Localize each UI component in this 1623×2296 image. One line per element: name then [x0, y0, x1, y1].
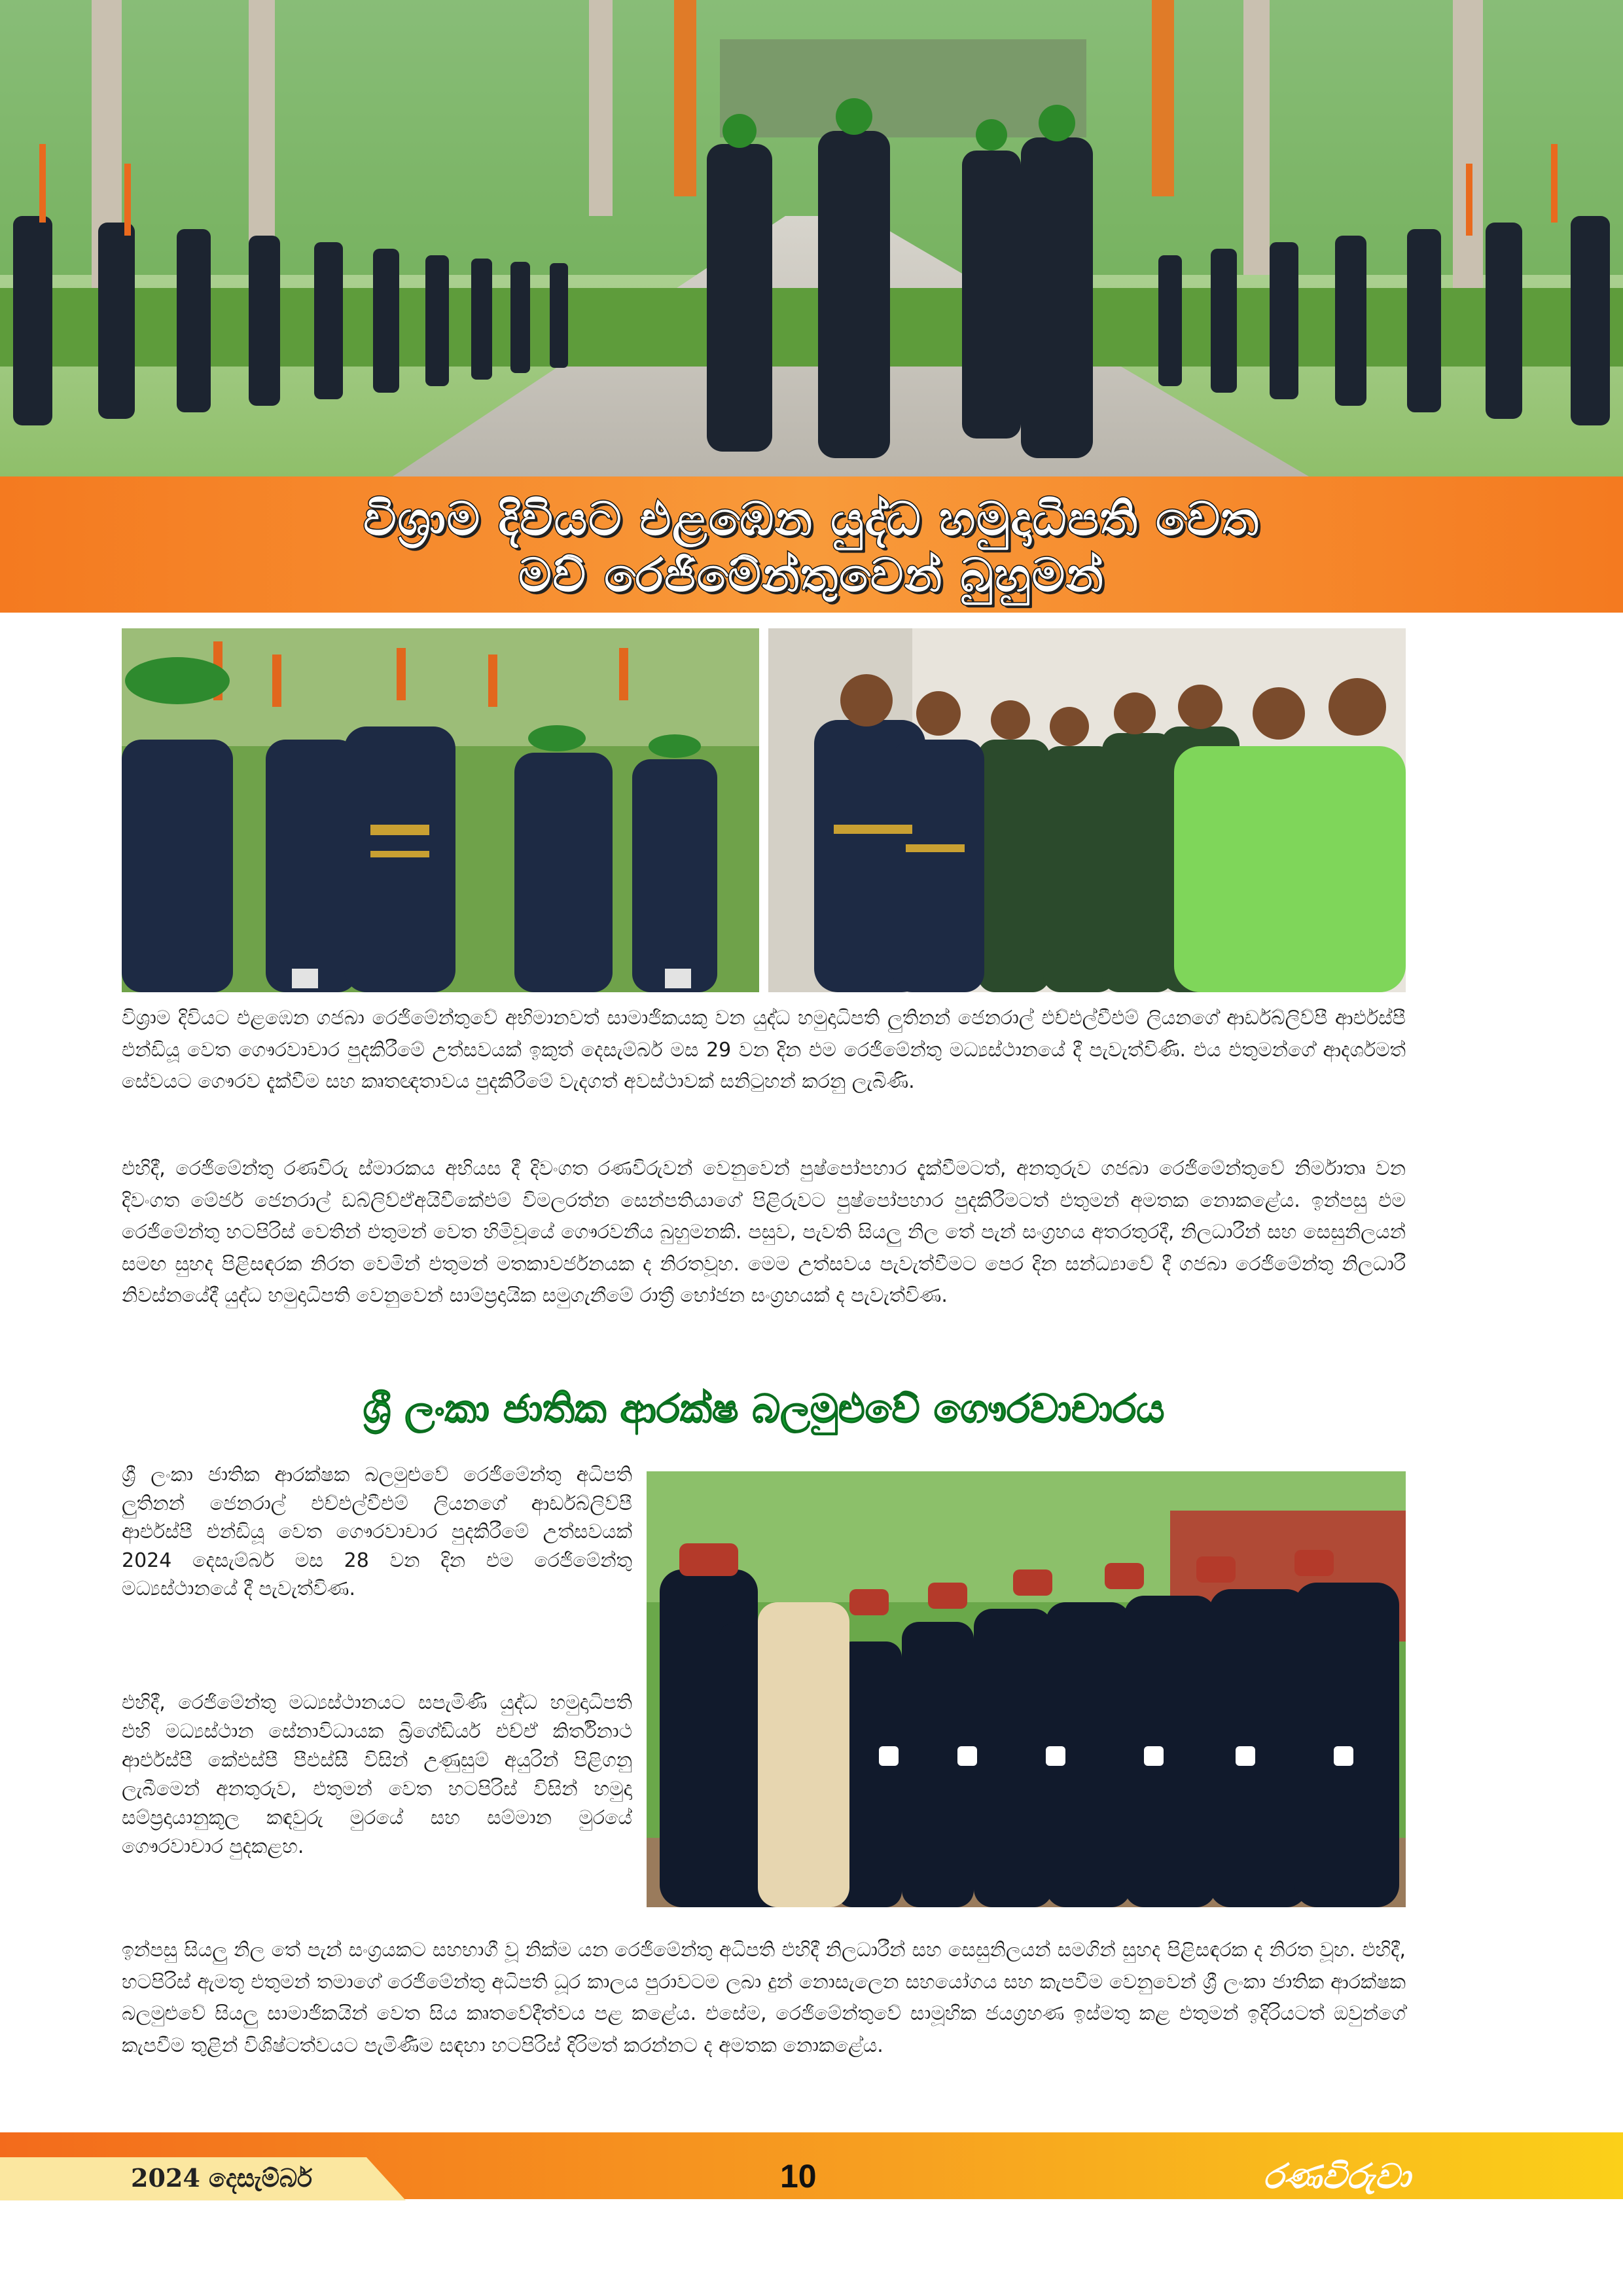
hero-photo: [0, 0, 1623, 476]
headline-line-1: විශ්‍රාම දිවියට එළඹෙන යුද්ධ හමුදාධිපති වෙත: [363, 492, 1260, 546]
section-paragraph-1: ශ්‍රී ලංකා ජාතික ආරක්ෂක බලමුළුවේ රෙජිමේන්තු අධිපති ලුතිනන් ජෙනරාල් එච්එල්වීඑම් ලියනගේ ආර්ඩබ්ලිව්පී ආර්එස්පී එන්ඩියූ වෙත ගෞරවාචාර පුදකිරීමේ උත්සවයක් 2024 දෙසැම්බර් මස 28 වන දින එම රෙජිමේන්තු මධ්‍යස්ථානයේ දී පැවැත්විණ.: [122, 1463, 632, 1600]
article-paragraph-2: එහිදී, රෙජිමේන්තු රණවිරු ස්මාරකය අභියස දී දිවංගත රණවිරුවන් වෙනුවෙන් පුෂ්පෝපහාර දැක්වීමටත්, අනතුරුව ගජබා රෙජිමේන්තුවේ නිර්මාතෘ වන දිවංගත මේජර් ජෙනරාල් ඩබ්ලිව්ඒඅයිවීකේඑම් විමලරත්න සෙන්පතියාගේ පිළිරුවට පුෂ්පෝපහාර පුදකිරීමටත් එතුමන් අමතක නොකළේය. ඉන්පසු එම රෙජිමේන්තු හටපිරිස් වෙතින් එතුමන් වෙත හිමිවූයේ ගෞරවනීය බුහුමනකි. පසුව, පැවති සියලු නිල තේ පැන් සංග්‍රහය අතරතුරදී, නිලධාරීන් සහ සෙසුනිලයන් සමඟ සුහද පිළිසඳරක නිරත වෙමින් එතුමන් මතකාවර්ජනයක ද නිරතවූහ. මෙම උත්සවය පැවැත්වීමට පෙර දින සන්ධ්‍යාවේ දී ගජබා රෙජිමේන්තු නිලධාරී නිවස්නයේදී යුද්ධ හමුදාධිපති වෙනුවෙන් සාම්ප්‍රදායික සමුගැනීමේ රාත්‍රී භෝජන සංග්‍රහයක් ද පැවැත්විණ.: [122, 1157, 1406, 1307]
guard-of-honour-photo: [647, 1471, 1406, 1907]
section-subheading: ශ්‍රී ලංකා ජාතික ආරක්ෂ බලමුළුවේ ගෞරවාචාරය: [363, 1386, 1165, 1432]
issue-date: 2024 දෙසැම්බර්: [131, 2163, 313, 2193]
magazine-logo: රණවිරුවා: [1263, 2157, 1411, 2197]
section-paragraph-2: එහිදී, රෙජිමේන්තු මධ්‍යස්ථානයට සපැමිණි යුද්ධ හමුදාධිපති එහි මධ්‍යස්ථාන සේනාවිධායක බ්‍රිගේඩියර් එච්ඒ කිර්තිනාථ ආර්එස්පී කේඑස්පී පීඑස්සී විසින් උණුසුම් අයුරින් පිළිගනු ලැබීමෙන් අනතුරුව, එතුමන් වෙත හටපිරිස් විසින් හමුදා සම්ප්‍රදායානුකූල කඳවුරු මුරයේ සහ සම්මාන මුරයේ ගෞරවාචාර පුදකළහ.: [122, 1691, 632, 1858]
article-paragraph-1: විශ්‍රාම දිවියට එළඹෙන ගජබා රෙජිමේන්තුවේ අභිමානවත් සාමාජිකයකු වන යුද්ධ හමුදාධිපති ලුතිනන් ජෙනරාල් එච්එල්වීඑම් ලියනගේ ආර්ඩබ්ලිව්පී ආර්එස්පී එන්ඩියූ වෙත ගෞරවාචාර පුදකිරීමේ උත්සවයක් ඉකුත් දෙසැම්බර් මස 29 වන දින එම රෙජිමේන්තු මධ්‍යස්ථානයේ දී පැවැත්විණි. එය එතුමන්ගේ ආදර්ශමත් සේවයට ගෞරව දැක්වීම සහ කෘතඥතාවය පුදකිරීමේ වැදගත් අවස්ථාවක් සනිටුහන් කරනු ලැබිණි.: [122, 1007, 1406, 1093]
inspection-photo: [122, 628, 759, 992]
section-paragraph-3: ඉන්පසු සියලු නිල තේ පැන් සංග්‍රයකට සහභාගී වූ නික්ම යන රෙජිමේන්තු අධිපති එහිදී නිලධාරීන් සහ සෙසුනිලයන් සමගින් සුහද පිළිසඳරක ද නිරත වූහ. එහිදී, හටපිරිස් ඇමතූ එතුමන් තමාගේ රෙජිමේන්තු අධිපති ධූර කාලය පුරාවටම ලබා දුන් නොසැලෙන සහයෝගය සහ කැපවීම වෙනුවෙන් ශ්‍රී ලංකා ජාතික ආරක්ෂක බලමුළුවේ සියලු සාමාජිකයින් වෙත සිය කෘතවේදීත්වය පළ කළේය. එසේම, රෙජිමේන්තුවේ සාමූහික ජයග්‍රහණ ඉස්මතු කළ එතුමන් ඉදිරියටත් ඔවුන්ගේ කැපවීම තුළින් විශිෂ්ටත්වයට පැමිණීම සඳහා හටපිරිස් දිරිමත් කරන්නට ද අමතක නොකළේය.: [122, 1939, 1406, 2057]
officers-greeting-photo: [768, 628, 1406, 992]
headline-line-2: මව් රෙජිමේන්තුවෙන් බුහුමන්: [518, 548, 1105, 602]
page-number: 10: [780, 2158, 817, 2195]
